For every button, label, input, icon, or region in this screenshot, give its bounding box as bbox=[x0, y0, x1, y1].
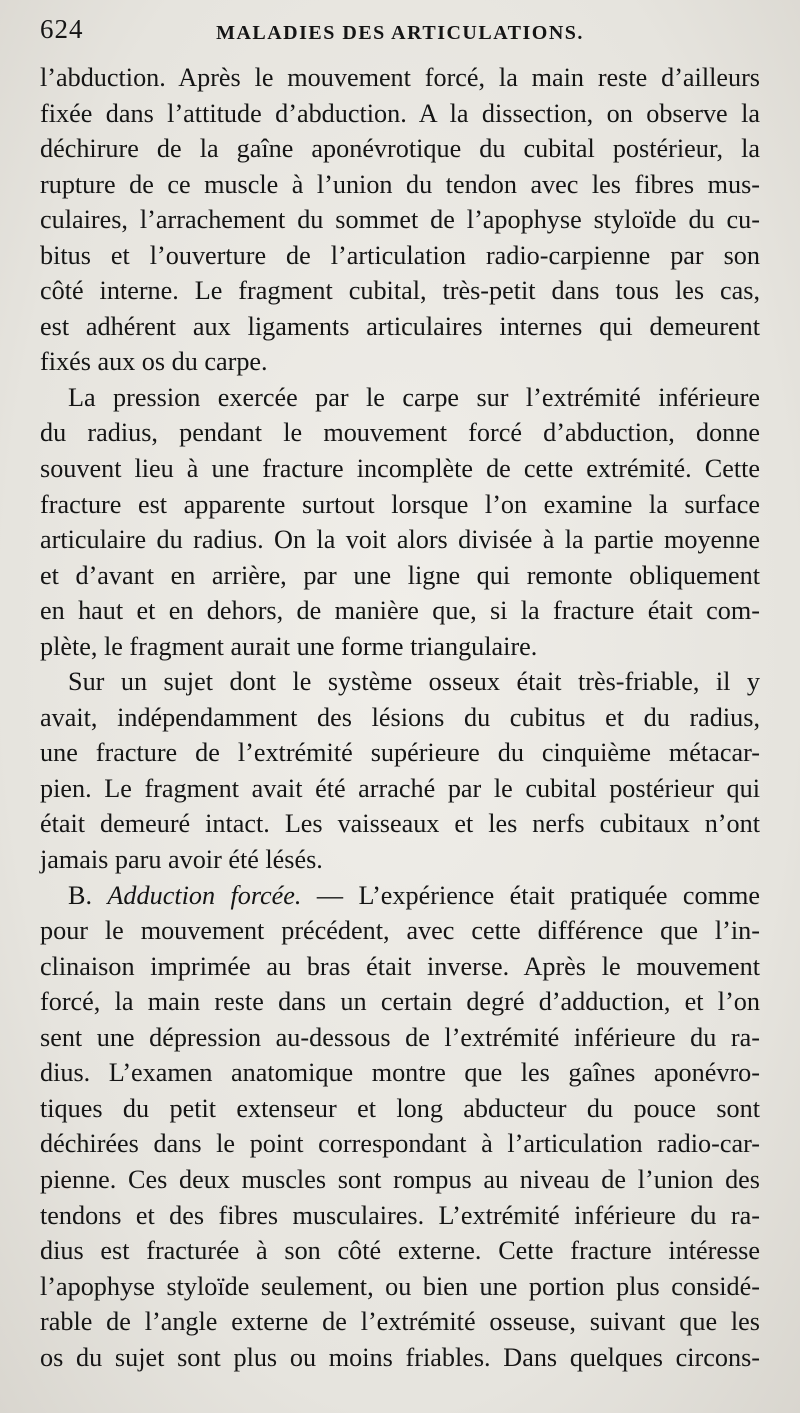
text-line: tendons et des fibres musculaires. L’extrémité inférieure du ra- bbox=[40, 1200, 760, 1230]
text-line: l’abduction. Après le mouvement forcé, la main reste d’ailleurs bbox=[40, 63, 760, 92]
text-line: pien. Le fragment avait été arraché par le cubital postérieur qui bbox=[40, 773, 760, 803]
text-line: côté interne. Le fragment cubital, très-petit dans tous les cas, bbox=[40, 276, 760, 306]
text-line: pour le mouvement précédent, avec cette différence que l’in- bbox=[40, 916, 760, 946]
text-line: jamais paru avoir été lésés. bbox=[40, 845, 323, 875]
text-line: dius. L’examen anatomique montre que les gaînes aponévro- bbox=[40, 1058, 760, 1088]
section-label: B. bbox=[68, 880, 93, 910]
text-line: est adhérent aux ligaments articulaires internes qui demeurent bbox=[40, 311, 760, 341]
text-line: pienne. Ces deux muscles sont rompus au niveau de l’union des bbox=[40, 1164, 760, 1194]
text-line: fracture est apparente surtout lorsque l’on examine la surface bbox=[40, 489, 760, 519]
text-line: déchirées dans le point correspondant à l’articulation radio-car- bbox=[40, 1129, 760, 1159]
text-line: rable de l’angle externe de l’extrémité osseuse, suivant que les bbox=[40, 1307, 760, 1337]
text-line: et d’avant en arrière, par une ligne qui remonte obliquement bbox=[40, 560, 760, 590]
text-line: fixés aux os du carpe. bbox=[40, 347, 268, 377]
text-line: La pression exercée par le carpe sur l’extrémité inférieure bbox=[68, 382, 760, 412]
text-line: du radius, pendant le mouvement forcé d’abduction, donne bbox=[40, 418, 760, 448]
text-line: culaires, l’arrachement du sommet de l’apophyse styloïde du cu- bbox=[40, 205, 760, 235]
text-line: déchirure de la gaîne aponévrotique du cubital postérieur, la bbox=[40, 134, 760, 164]
text-line: en haut et en dehors, de manière que, si la fracture était com- bbox=[40, 596, 760, 626]
text-line: une fracture de l’extrémité supérieure du cinquième métacar- bbox=[40, 738, 760, 768]
body-text bbox=[40, 60, 760, 1375]
text-line: articulaire du radius. On la voit alors divisée à la partie moyenne bbox=[40, 525, 760, 555]
page-header bbox=[40, 14, 760, 54]
running-title: MALADIES DES ARTICULATIONS. bbox=[216, 22, 584, 44]
text-line: clinaison imprimée au bras était inverse. Après le mouvement bbox=[40, 951, 760, 981]
section-title: Adduction forcée. bbox=[107, 880, 302, 910]
text-line: l’apophyse styloïde seulement, ou bien une portion plus considé- bbox=[40, 1271, 760, 1301]
text-line: était demeuré intact. Les vaisseaux et les nerfs cubitaux n’ont bbox=[40, 809, 760, 839]
text-line: plète, le fragment aurait une forme triangulaire. bbox=[40, 631, 538, 661]
text-line: souvent lieu à une fracture incomplète de cette extrémité. Cette bbox=[40, 454, 760, 484]
page-number: 624 bbox=[40, 14, 84, 44]
text-line: forcé, la main reste dans un certain degré d’adduction, et l’on bbox=[40, 987, 760, 1017]
text-line: rupture de ce muscle à l’union du tendon avec les fibres mus- bbox=[40, 169, 760, 199]
section-b-heading-line bbox=[40, 878, 760, 914]
text-line: fixée dans l’attitude d’abduction. A la dissection, on observe la bbox=[40, 98, 760, 128]
text-line: avait, indépendamment des lésions du cubitus et du radius, bbox=[40, 702, 760, 732]
section-text: — L’expérience était pratiquée comme bbox=[301, 880, 760, 910]
text-line: sent une dépression au-dessous de l’extrémité inférieure du ra- bbox=[40, 1022, 760, 1052]
text-line: dius est fracturée à son côté externe. Cette fracture intéresse bbox=[40, 1236, 760, 1266]
text-line: bitus et l’ouverture de l’articulation radio-carpienne par son bbox=[40, 240, 760, 270]
text-line: os du sujet sont plus ou moins friables. Dans quelques circons- bbox=[40, 1342, 760, 1372]
text-line: tiques du petit extenseur et long abducteur du pouce sont bbox=[40, 1093, 760, 1123]
text-line: Sur un sujet dont le système osseux était très-friable, il y bbox=[68, 667, 760, 697]
